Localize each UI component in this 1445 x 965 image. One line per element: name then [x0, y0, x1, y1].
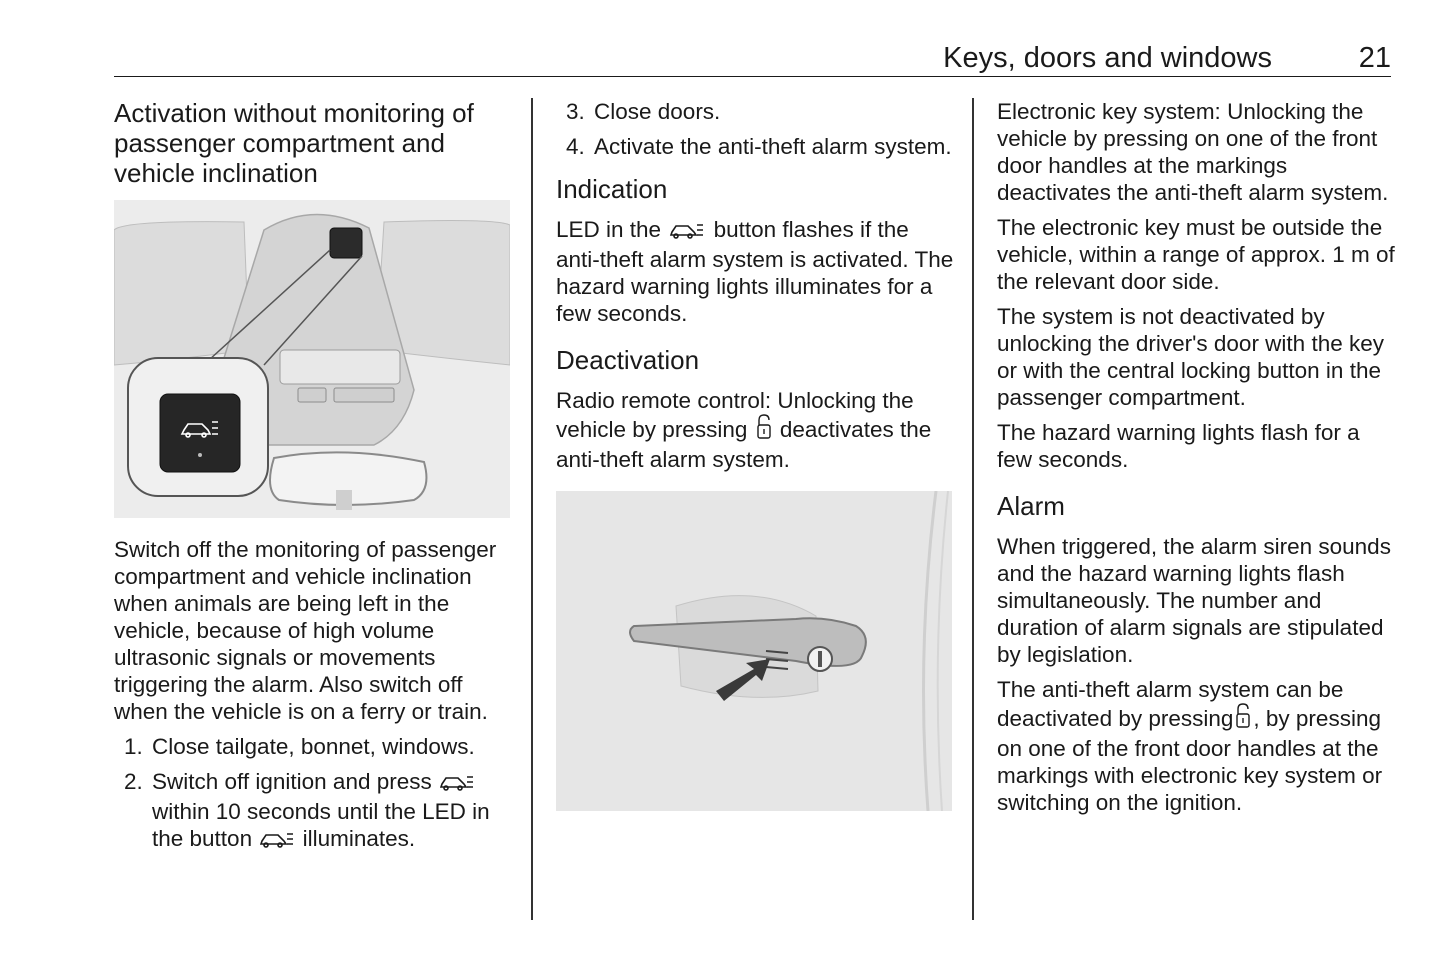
page-header	[114, 40, 1391, 77]
hazard-paragraph: The hazard warning lights flash for a few seconds.	[997, 420, 1360, 472]
activation-steps-continued	[556, 98, 956, 160]
activation-heading: Activation without monitoring of passenger compartment and vehicle inclination	[114, 98, 474, 188]
monitoring-paragraph: Switch off the monitoring of passenger compartment and vehicle inclination when animals are being left in the vehicle, because of high volume ultrasonic signals or movements triggering the alarm. Also switch off when the vehicle is on a ferry or train.	[114, 537, 497, 724]
alarm-heading: Alarm	[997, 491, 1065, 521]
range-paragraph: The electronic key must be outside the vehicle, within a range of approx. 1 m of the relevant door side.	[997, 215, 1395, 294]
car-alarm-icon	[440, 771, 474, 798]
not-deactivated-paragraph: The system is not deactivated by unlocking the driver's door with the key or with the central locking button in the passenger compartment.	[997, 304, 1384, 410]
column-3	[997, 98, 1397, 824]
indication-paragraph: LED in the button flashes if the anti-theft alarm system is activated. The hazard warning lights illuminates for a few seconds.	[556, 217, 954, 326]
deactivation-heading: Deactivation	[556, 345, 700, 375]
activation-steps-list	[114, 733, 514, 855]
door-handle-illustration	[556, 491, 952, 811]
electronic-key-paragraph: Electronic key system: Unlocking the vehicle by pressing on one of the front door handles at the markings deactivates the anti-theft alarm system.	[997, 99, 1389, 205]
car-alarm-icon	[669, 219, 705, 246]
column-divider-1	[531, 98, 533, 920]
list-item: 1. Close tailgate, bonnet, windows.	[124, 734, 475, 759]
roof-console-figure	[114, 200, 510, 518]
door-handle-figure	[556, 491, 952, 811]
roof-console-illustration	[114, 200, 510, 518]
list-item: 4. Activate the anti-theft alarm system.	[566, 134, 952, 159]
alarm-paragraph-1: When triggered, the alarm siren sounds and the hazard warning lights flash simultaneously. The number and duration of alarm signals are stipulated by legislation.	[997, 534, 1391, 667]
column-divider-2	[972, 98, 974, 920]
section-title: Keys, doors and windows	[943, 42, 1272, 74]
list-item: 3. Close doors.	[566, 99, 721, 124]
car-alarm-icon	[260, 828, 294, 855]
alarm-paragraph-2: The anti-theft alarm system can be deactivated by pressing , by pressing on one of the front door handles at the markings with electronic key system or switching on the ignition.	[997, 677, 1383, 815]
unlock-icon	[1235, 703, 1251, 735]
indication-heading: Indication	[556, 174, 668, 204]
page-number: 21	[1358, 42, 1391, 74]
list-item: 2. Switch off ignition and press within 10 seconds until the LED in the button illuminates.	[114, 768, 514, 855]
column-1	[114, 98, 514, 863]
deactivation-paragraph: Radio remote control: Unlocking the vehicle by pressing deactivates the anti-theft alarm system.	[556, 388, 932, 472]
column-2	[556, 98, 956, 829]
unlock-icon	[756, 414, 772, 446]
